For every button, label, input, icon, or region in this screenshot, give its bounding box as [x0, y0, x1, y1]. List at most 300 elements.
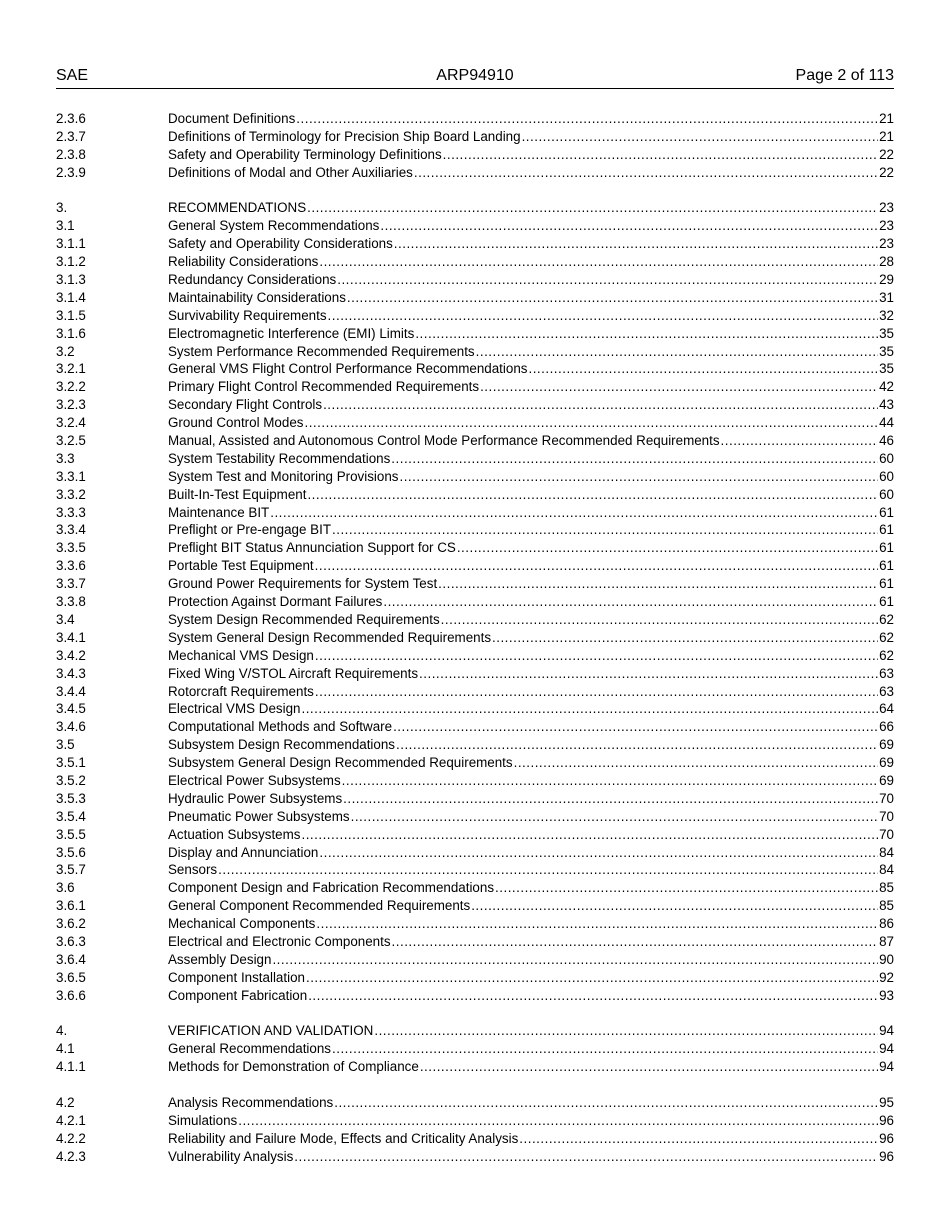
toc-dot-leader [332, 521, 878, 539]
toc-dot-leader [420, 1058, 878, 1076]
toc-section-title: Component Installation [168, 969, 305, 985]
toc-entry-line [168, 647, 894, 665]
toc-entry-line [168, 826, 894, 844]
toc-page-number: 61 [879, 540, 894, 556]
toc-page-number: 46 [879, 433, 894, 449]
toc-entry[interactable] [56, 414, 894, 432]
toc-dot-leader [396, 736, 878, 754]
toc-section-number: 2.3.8 [56, 146, 86, 162]
toc-section-number: 3.4.2 [56, 647, 86, 663]
toc-section-number: 3.6.1 [56, 898, 86, 914]
toc-section-title: System Design Recommended Requirements [168, 611, 440, 627]
toc-dot-leader [315, 683, 878, 701]
toc-dot-leader [296, 110, 878, 128]
toc-dot-leader [492, 629, 878, 647]
toc-entry-line [168, 1040, 894, 1058]
toc-page-number: 61 [879, 576, 894, 592]
toc-section-number: 3.3.1 [56, 468, 86, 484]
toc-entry[interactable] [56, 1094, 894, 1112]
toc-page-number: 61 [879, 522, 894, 538]
toc-page-number: 44 [879, 415, 894, 431]
toc-page-number: 60 [879, 486, 894, 502]
toc-page-number: 96 [879, 1148, 894, 1164]
toc-page-number: 23 [879, 218, 894, 234]
toc-section-number: 3.5.5 [56, 826, 86, 842]
toc-page-number: 63 [879, 665, 894, 681]
toc-page-number: 69 [879, 737, 894, 753]
toc-section-title: Electromagnetic Interference (EMI) Limits [168, 325, 415, 341]
toc-section-title: Electrical Power Subsystems [168, 772, 341, 788]
toc-entry[interactable] [56, 933, 894, 951]
toc-entry[interactable] [56, 307, 894, 325]
toc-section-title: Sensors [168, 862, 218, 878]
toc-section-number: 3.1 [56, 218, 75, 234]
toc-entry[interactable] [56, 736, 894, 754]
toc-entry[interactable] [56, 486, 894, 504]
table-of-contents [56, 110, 894, 1166]
toc-page-number: 61 [879, 594, 894, 610]
toc-entry[interactable] [56, 289, 894, 307]
toc-dot-leader [519, 1130, 878, 1148]
toc-dot-leader [528, 360, 878, 378]
toc-section-number: 3.6.3 [56, 933, 86, 949]
toc-section-number: 2.3.6 [56, 111, 86, 126]
toc-section-title: Methods for Demonstration of Compliance [168, 1059, 419, 1075]
toc-section-title: General Component Recommended Requirements [168, 898, 471, 914]
toc-section-title: Manual, Assisted and Autonomous Control Mode Performance Recommended Requirements [168, 433, 720, 449]
toc-page-number: 94 [879, 1023, 894, 1039]
toc-entry[interactable] [56, 521, 894, 539]
toc-entry-line [168, 629, 894, 647]
toc-section-title: Reliability Considerations [168, 254, 319, 270]
toc-entry-line [168, 808, 894, 826]
toc-section-number: 3.1.1 [56, 236, 86, 252]
toc-dot-leader [306, 969, 878, 987]
toc-section-number: 3.3.5 [56, 540, 86, 556]
toc-section-number: 3.5 [56, 737, 75, 753]
toc-page-number: 22 [879, 146, 894, 162]
toc-page-number: 94 [879, 1059, 894, 1075]
toc-entry[interactable] [56, 808, 894, 826]
toc-section-number: 3.4.1 [56, 629, 86, 645]
toc-section-number: 3.2.3 [56, 397, 86, 413]
toc-entry[interactable] [56, 611, 894, 629]
toc-entry[interactable] [56, 557, 894, 575]
toc-entry[interactable] [56, 1058, 894, 1076]
toc-section-title: Built-In-Test Equipment [168, 486, 307, 502]
toc-entry[interactable] [56, 826, 894, 844]
toc-section-title: Mechanical Components [168, 916, 316, 932]
toc-entry-line [168, 504, 894, 522]
toc-page-number: 60 [879, 468, 894, 484]
toc-page-number: 62 [879, 629, 894, 645]
toc-entry-line [168, 378, 894, 396]
toc-entry[interactable] [56, 969, 894, 987]
toc-section-number: 3.4.4 [56, 683, 86, 699]
toc-dot-leader [522, 128, 879, 146]
toc-dot-leader [342, 772, 878, 790]
toc-entry[interactable] [56, 665, 894, 683]
toc-section-title: General Recommendations [168, 1041, 332, 1057]
toc-entry-line [168, 414, 894, 432]
toc-section-number: 3.1.6 [56, 325, 86, 341]
toc-section-number: 3.3.3 [56, 504, 86, 520]
toc-entry-line [168, 486, 894, 504]
toc-dot-leader [337, 271, 878, 289]
toc-section-number: 4.2.2 [56, 1130, 86, 1146]
toc-entry-line [168, 861, 894, 879]
toc-section-title: Maintainability Considerations [168, 289, 346, 305]
toc-entry-line [168, 575, 894, 593]
toc-entry[interactable] [56, 951, 894, 969]
toc-entry[interactable] [56, 593, 894, 611]
toc-page-number: 43 [879, 397, 894, 413]
toc-section-number: 3.1.5 [56, 307, 86, 323]
toc-page-number: 85 [879, 880, 894, 896]
toc-entry[interactable] [56, 1112, 894, 1130]
toc-section-title: Definitions of Terminology for Precision Ship Board Landing [168, 128, 521, 144]
toc-dot-leader [392, 933, 879, 951]
toc-section-number: 3.1.4 [56, 289, 86, 305]
toc-dot-leader [315, 557, 878, 575]
toc-page-number: 96 [879, 1112, 894, 1128]
toc-entry[interactable] [56, 539, 894, 557]
toc-section-number: 3.4.3 [56, 665, 86, 681]
toc-entry[interactable] [56, 629, 894, 647]
toc-page-number: 92 [879, 969, 894, 985]
toc-entry[interactable] [56, 253, 894, 271]
toc-page-number: 85 [879, 898, 894, 914]
toc-entry[interactable] [56, 754, 894, 772]
toc-entry-line [168, 1094, 894, 1112]
toc-section-number: 3.5.7 [56, 862, 86, 878]
toc-section-number: 3.3 [56, 450, 75, 466]
toc-entry[interactable] [56, 575, 894, 593]
toc-entry-line [168, 110, 894, 128]
toc-dot-leader [441, 611, 878, 629]
toc-section-number: 3.3.6 [56, 558, 86, 574]
page-header [56, 66, 894, 89]
toc-entry[interactable] [56, 450, 894, 468]
toc-dot-leader [495, 879, 878, 897]
toc-dot-leader [323, 396, 878, 414]
toc-entry[interactable] [56, 343, 894, 361]
toc-section-number: 3.3.7 [56, 576, 86, 592]
toc-page-number: 62 [879, 647, 894, 663]
toc-dot-leader [721, 432, 879, 450]
toc-section-number: 4.1 [56, 1041, 75, 1057]
toc-section-number: 3.6.5 [56, 969, 86, 985]
toc-dot-leader [399, 468, 878, 486]
toc-section-number: 3.6.6 [56, 987, 86, 1003]
toc-entry-line [168, 146, 894, 164]
toc-entry[interactable] [56, 199, 894, 217]
toc-section-title: Survivability Requirements [168, 307, 327, 323]
toc-page-number: 60 [879, 450, 894, 466]
toc-page-number: 35 [879, 361, 894, 377]
toc-entry[interactable] [56, 1040, 894, 1058]
toc-entry[interactable] [56, 217, 894, 235]
toc-section-number: 3.3.4 [56, 522, 86, 538]
toc-dot-leader [438, 575, 878, 593]
toc-entry-line [168, 253, 894, 271]
header-organization: SAE [56, 67, 89, 84]
toc-section-title: System Testability Recommendations [168, 450, 391, 466]
toc-section-title: Preflight or Pre-engage BIT [168, 522, 332, 538]
toc-entry[interactable] [56, 861, 894, 879]
toc-section-title: Reliability and Failure Mode, Effects and Criticality Analysis [168, 1130, 519, 1146]
toc-entry-line [168, 1112, 894, 1130]
toc-entry[interactable] [56, 468, 894, 486]
toc-section-number: 3.3.8 [56, 594, 86, 610]
toc-section-title: Vulnerability Analysis [168, 1148, 294, 1164]
toc-entry-line [168, 897, 894, 915]
toc-entry[interactable] [56, 235, 894, 253]
toc-dot-leader [415, 325, 878, 343]
toc-dot-leader [307, 486, 878, 504]
toc-section-title: Component Fabrication [168, 987, 308, 1003]
toc-dot-leader [316, 915, 878, 933]
toc-entry-line [168, 665, 894, 683]
toc-section-title: General System Recommendations [168, 218, 380, 234]
toc-section-number: 3.2 [56, 343, 75, 359]
toc-section-title: Protection Against Dormant Failures [168, 594, 383, 610]
toc-dot-leader [394, 235, 878, 253]
toc-section-title: Pneumatic Power Subsystems [168, 808, 350, 824]
toc-dot-leader [391, 450, 878, 468]
toc-section-number: 3.2.4 [56, 415, 86, 431]
header-document-id: ARP94910 [436, 67, 514, 84]
toc-section-title: Subsystem Design Recommendations [168, 737, 396, 753]
toc-entry[interactable] [56, 844, 894, 862]
toc-entry-line [168, 754, 894, 772]
toc-page-number: 86 [879, 916, 894, 932]
toc-entry-line [168, 1130, 894, 1148]
toc-section-title: Component Design and Fabrication Recommendations [168, 880, 495, 896]
toc-section-number: 3. [56, 200, 68, 216]
toc-section-number: 3.5.1 [56, 755, 86, 771]
toc-page-number: 70 [879, 790, 894, 806]
toc-dot-leader [476, 343, 878, 361]
toc-section-number: 3.1.2 [56, 254, 86, 270]
toc-entry-line [168, 164, 894, 182]
toc-entry-line [168, 879, 894, 897]
toc-section-title: Electrical and Electronic Components [168, 933, 391, 949]
toc-dot-leader [301, 826, 878, 844]
toc-section-title: Hydraulic Power Subsystems [168, 790, 343, 806]
toc-entry-line [168, 700, 894, 718]
toc-entry[interactable] [56, 396, 894, 414]
toc-entry[interactable] [56, 146, 894, 164]
toc-entry-line [168, 951, 894, 969]
toc-entry-line [168, 325, 894, 343]
toc-page-number: 87 [879, 933, 894, 949]
toc-page-number: 93 [879, 987, 894, 1003]
toc-section-title: System Test and Monitoring Provisions [168, 468, 399, 484]
toc-entry-line [168, 521, 894, 539]
toc-page-number: 70 [879, 808, 894, 824]
toc-section-number: 4.2.3 [56, 1148, 86, 1164]
toc-section-number: 3.6.4 [56, 951, 86, 967]
toc-page-number: 64 [879, 701, 894, 717]
toc-page-number: 23 [879, 200, 894, 216]
toc-entry-line [168, 128, 894, 146]
toc-page-number: 96 [879, 1130, 894, 1146]
toc-section-title: Secondary Flight Controls [168, 397, 323, 413]
toc-section-number: 4.1.1 [56, 1059, 86, 1075]
toc-section-title: Display and Annunciation [168, 844, 319, 860]
toc-entry[interactable] [56, 700, 894, 718]
toc-entry-line [168, 557, 894, 575]
toc-dot-leader [514, 754, 878, 772]
toc-dot-leader [480, 378, 878, 396]
toc-entry-line [168, 217, 894, 235]
toc-section-number: 3.4.6 [56, 719, 86, 735]
toc-section-number: 3.4.5 [56, 701, 86, 717]
toc-entry-line [168, 450, 894, 468]
toc-section-number: 3.2.5 [56, 433, 86, 449]
toc-entry[interactable] [56, 1130, 894, 1148]
toc-page-number: 21 [879, 128, 894, 144]
toc-section-number: 2.3.9 [56, 164, 86, 180]
toc-dot-leader [471, 897, 878, 915]
toc-dot-leader [380, 217, 878, 235]
toc-page-number: 90 [879, 951, 894, 967]
toc-entry-line [168, 790, 894, 808]
toc-entry-line [168, 199, 894, 217]
toc-entry[interactable] [56, 772, 894, 790]
toc-dot-leader [457, 539, 878, 557]
toc-section-title: Simulations [168, 1112, 238, 1128]
toc-entry-line [168, 271, 894, 289]
toc-section-title: Maintenance BIT [168, 504, 270, 520]
toc-section-number: 3.5.3 [56, 790, 86, 806]
toc-entry-line [168, 933, 894, 951]
toc-page-number: 61 [879, 558, 894, 574]
toc-section-number: 3.5.6 [56, 844, 86, 860]
toc-entry[interactable] [56, 1022, 894, 1040]
toc-entry[interactable] [56, 128, 894, 146]
toc-page-number: 28 [879, 254, 894, 270]
toc-section-title: Safety and Operability Considerations [168, 236, 393, 252]
toc-page-number: 35 [879, 325, 894, 341]
toc-page-number: 66 [879, 719, 894, 735]
toc-page-number: 31 [879, 289, 894, 305]
toc-entry[interactable] [56, 271, 894, 289]
toc-section-number: 3.2.2 [56, 379, 86, 395]
toc-entry[interactable] [56, 897, 894, 915]
toc-section-title: Subsystem General Design Recommended Requirements [168, 755, 513, 771]
toc-entry[interactable] [56, 110, 894, 128]
toc-section-title: System General Design Recommended Requirements [168, 629, 492, 645]
toc-entry-line [168, 772, 894, 790]
toc-section-title: System Performance Recommended Requirements [168, 343, 475, 359]
toc-entry-line [168, 307, 894, 325]
toc-entry-line [168, 1148, 894, 1166]
toc-dot-leader [301, 700, 878, 718]
toc-entry-line [168, 611, 894, 629]
toc-section-title: Ground Power Requirements for System Test [168, 576, 438, 592]
toc-section-title: Ground Control Modes [168, 415, 304, 431]
toc-entry[interactable] [56, 790, 894, 808]
toc-page-number: 70 [879, 826, 894, 842]
toc-section-number: 4.2.1 [56, 1112, 86, 1128]
toc-page-number: 94 [879, 1041, 894, 1057]
toc-entry[interactable] [56, 432, 894, 450]
toc-dot-leader [294, 1148, 878, 1166]
toc-section-number: 4. [56, 1023, 68, 1039]
toc-section-title: Mechanical VMS Design [168, 647, 314, 663]
toc-dot-leader [218, 861, 878, 879]
toc-section-number: 4.2 [56, 1094, 75, 1110]
toc-page-number: 42 [879, 379, 894, 395]
toc-entry[interactable] [56, 879, 894, 897]
header-page-number: Page 2 of 113 [795, 67, 894, 84]
toc-section-number: 2.3.7 [56, 128, 86, 144]
toc-page-number: 21 [879, 111, 894, 126]
toc-entry[interactable] [56, 1148, 894, 1166]
toc-entry-line [168, 844, 894, 862]
toc-section-number: 3.2.1 [56, 361, 86, 377]
toc-entry[interactable] [56, 683, 894, 701]
toc-dot-leader [319, 844, 878, 862]
toc-section-title: Safety and Operability Terminology Definitions [168, 146, 442, 162]
toc-entry[interactable] [56, 915, 894, 933]
toc-entry-line [168, 969, 894, 987]
toc-entry[interactable] [56, 378, 894, 396]
toc-entry-line [168, 736, 894, 754]
toc-entry[interactable] [56, 987, 894, 1005]
toc-entry-line [168, 235, 894, 253]
toc-entry[interactable] [56, 504, 894, 522]
toc-entry[interactable] [56, 360, 894, 378]
toc-section-title: Portable Test Equipment [168, 558, 314, 574]
toc-entry[interactable] [56, 718, 894, 736]
toc-section-title: Electrical VMS Design [168, 701, 301, 717]
toc-dot-leader [315, 647, 878, 665]
toc-section-number: 3.1.3 [56, 272, 86, 288]
toc-dot-leader [272, 951, 878, 969]
toc-page-number: 84 [879, 862, 894, 878]
toc-dot-leader [328, 307, 879, 325]
toc-page-number: 63 [879, 683, 894, 699]
toc-entry-line [168, 539, 894, 557]
toc-entry-line [168, 360, 894, 378]
toc-entry-line [168, 343, 894, 361]
toc-page-number: 23 [879, 236, 894, 252]
toc-page-number: 69 [879, 755, 894, 771]
toc-section-title: Document Definitions [168, 111, 296, 126]
toc-page-number: 69 [879, 772, 894, 788]
toc-dot-leader [374, 1022, 878, 1040]
toc-entry[interactable] [56, 325, 894, 343]
toc-entry[interactable] [56, 164, 894, 182]
toc-dot-leader [238, 1112, 878, 1130]
toc-page-number: 29 [879, 272, 894, 288]
toc-dot-leader [419, 665, 878, 683]
toc-dot-leader [304, 414, 878, 432]
toc-dot-leader [393, 718, 878, 736]
toc-dot-leader [351, 808, 879, 826]
toc-page-number: 32 [879, 307, 894, 323]
toc-section-title: Analysis Recommendations [168, 1094, 334, 1110]
toc-entry[interactable] [56, 647, 894, 665]
toc-dot-leader [319, 253, 878, 271]
toc-dot-leader [332, 1040, 878, 1058]
toc-page-number: 22 [879, 164, 894, 180]
toc-section-title: Redundancy Considerations [168, 272, 337, 288]
toc-dot-leader [383, 593, 878, 611]
